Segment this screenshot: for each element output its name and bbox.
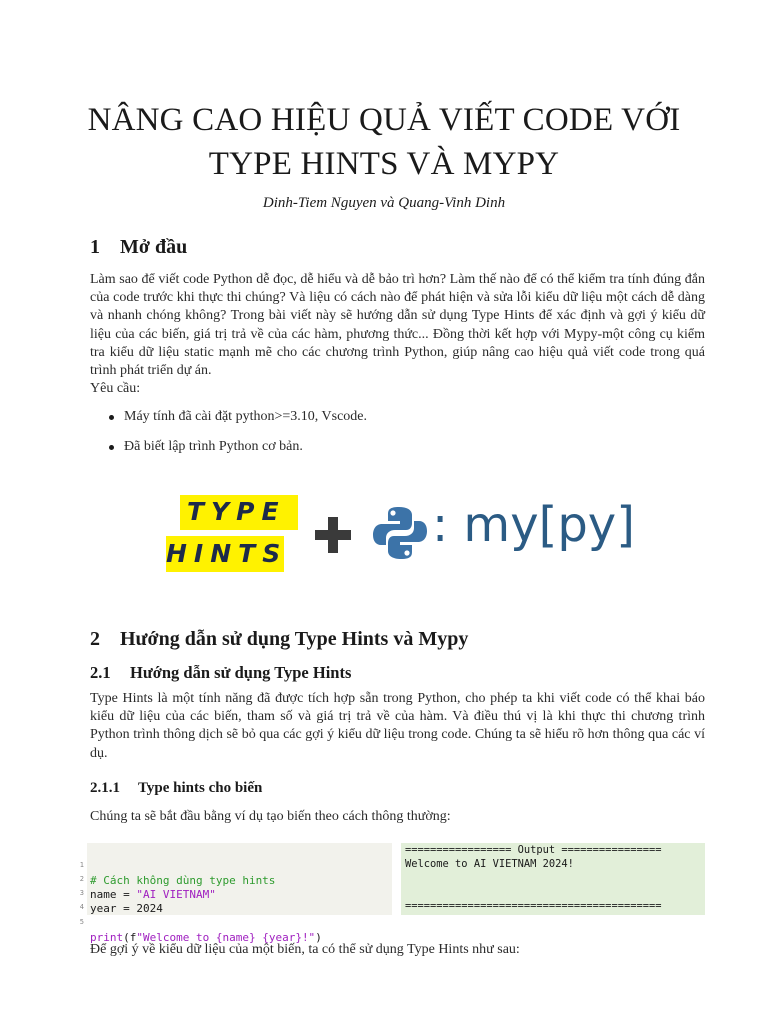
authors: Dinh-Tiem Nguyen và Quang-Vinh Dinh <box>262 195 506 211</box>
type-word: TYPE <box>187 497 286 526</box>
list-item-text: Máy tính đã cài đặt python>=3.10, Vscode. <box>124 409 367 424</box>
section-number: 1 <box>90 236 100 258</box>
intro-text: Làm sao để viết code Python dễ đọc, dễ hiểu và dễ bảo trì hơn? Làm thế nào để có thể kiểm tra tính đúng đắn của code trước khi thực thi chúng? Và liệu có cách nào để phát hiện và sửa lỗi kiểu dữ liệu một cách dễ dàng và nhanh chóng không? Trong bài viết này sẽ hướng dẫn sử dụng Type Hints để xác định và gợi ý kiểu dữ liệu của các biến, giá trị trả về của các hàm, phương thức... Đồng thời kết hợp với Mypy-một công cụ kiểm tra kiểu dữ liệu static mạnh mẽ cho các chương trình Python, giúp nâng cao hiệu quả viết code trong quá trình phát triển dự án. <box>90 272 705 379</box>
output-header: ================= Output ================ <box>405 844 662 856</box>
bullet-icon <box>109 415 114 420</box>
code-listing <box>76 843 392 944</box>
subsection-2-1-heading <box>90 663 351 683</box>
list-item-text: Đã biết lập trình Python cơ bản. <box>124 439 303 454</box>
section-1-paragraph <box>90 271 705 398</box>
line-number: 5 <box>79 918 84 926</box>
subsection-number: 2.1 <box>90 663 111 682</box>
code-line <box>76 885 116 911</box>
python-logo-icon <box>370 503 430 563</box>
list-item <box>108 439 688 457</box>
code-function: print <box>90 931 124 944</box>
code-token: ) <box>315 931 322 944</box>
title-line-2: TYPE HINTS VÀ MYPY <box>208 146 560 182</box>
code-string: "AI VIETNAM" <box>136 888 216 901</box>
subsubsection-title: Type hints cho biến <box>138 780 263 796</box>
closing-text: Để gợi ý về kiểu dữ liệu của một biến, ta có thể sử dụng Type Hints như sau: <box>90 942 520 957</box>
subsubsection-number: 2.1.1 <box>90 780 120 796</box>
plus-icon <box>313 515 353 555</box>
code-comment: # Cách không dùng type hints <box>90 874 276 887</box>
code-token: name = <box>90 888 137 901</box>
subsection-title: Hướng dẫn sử dụng Type Hints <box>130 663 352 682</box>
hints-word: HINTS <box>166 539 288 568</box>
line-number: 1 <box>79 861 84 869</box>
subsubsection-2-1-1-heading <box>90 780 262 797</box>
section-title: Hướng dẫn sử dụng Type Hints và Mypy <box>120 628 469 650</box>
code-token: (f <box>123 931 137 944</box>
section-number: 2 <box>90 628 100 650</box>
title-line-1: NÂNG CAO HIỆU QUẢ VIẾT CODE VỚI <box>87 102 681 138</box>
bullet-icon <box>109 445 114 450</box>
section-2-heading <box>90 628 468 651</box>
code-intro-text: Chúng ta sẽ bắt đầu bằng ví dụ tạo biến theo cách thông thường: <box>90 809 451 824</box>
code-text: year = 2024 <box>90 902 163 915</box>
list-item <box>108 409 688 427</box>
output-footer: ========================================= <box>405 900 662 912</box>
line-number: 4 <box>79 903 84 911</box>
document-title <box>0 98 768 186</box>
line-number: 3 <box>79 889 84 897</box>
code-string: "Welcome to {name} {year}!" <box>136 931 316 944</box>
output-text: Welcome to AI VIETNAM 2024! <box>405 858 574 870</box>
requirements-list <box>108 409 688 457</box>
mypy-logo-text: : my[py] <box>432 497 635 553</box>
section-title: Mở đầu <box>120 236 188 258</box>
requirements-label: Yêu cầu: <box>90 381 141 397</box>
subsection-2-1-paragraph: Type Hints là một tính năng đã được tích hợp sẵn trong Python, cho phép ta khi viết code có thể khai báo kiểu dữ liệu của các biến, tham số và giá trị trả về của hàm. Và điều thú vị là khi thực thi chương trình Python trình thông dịch sẽ bỏ qua các gợi ý kiểu dữ liệu trong code. Chúng ta sẽ hiểu rõ hơn thông qua các ví dụ. <box>90 691 705 761</box>
code-line <box>76 843 276 887</box>
line-number: 2 <box>79 875 84 883</box>
section-1-heading <box>90 236 187 259</box>
